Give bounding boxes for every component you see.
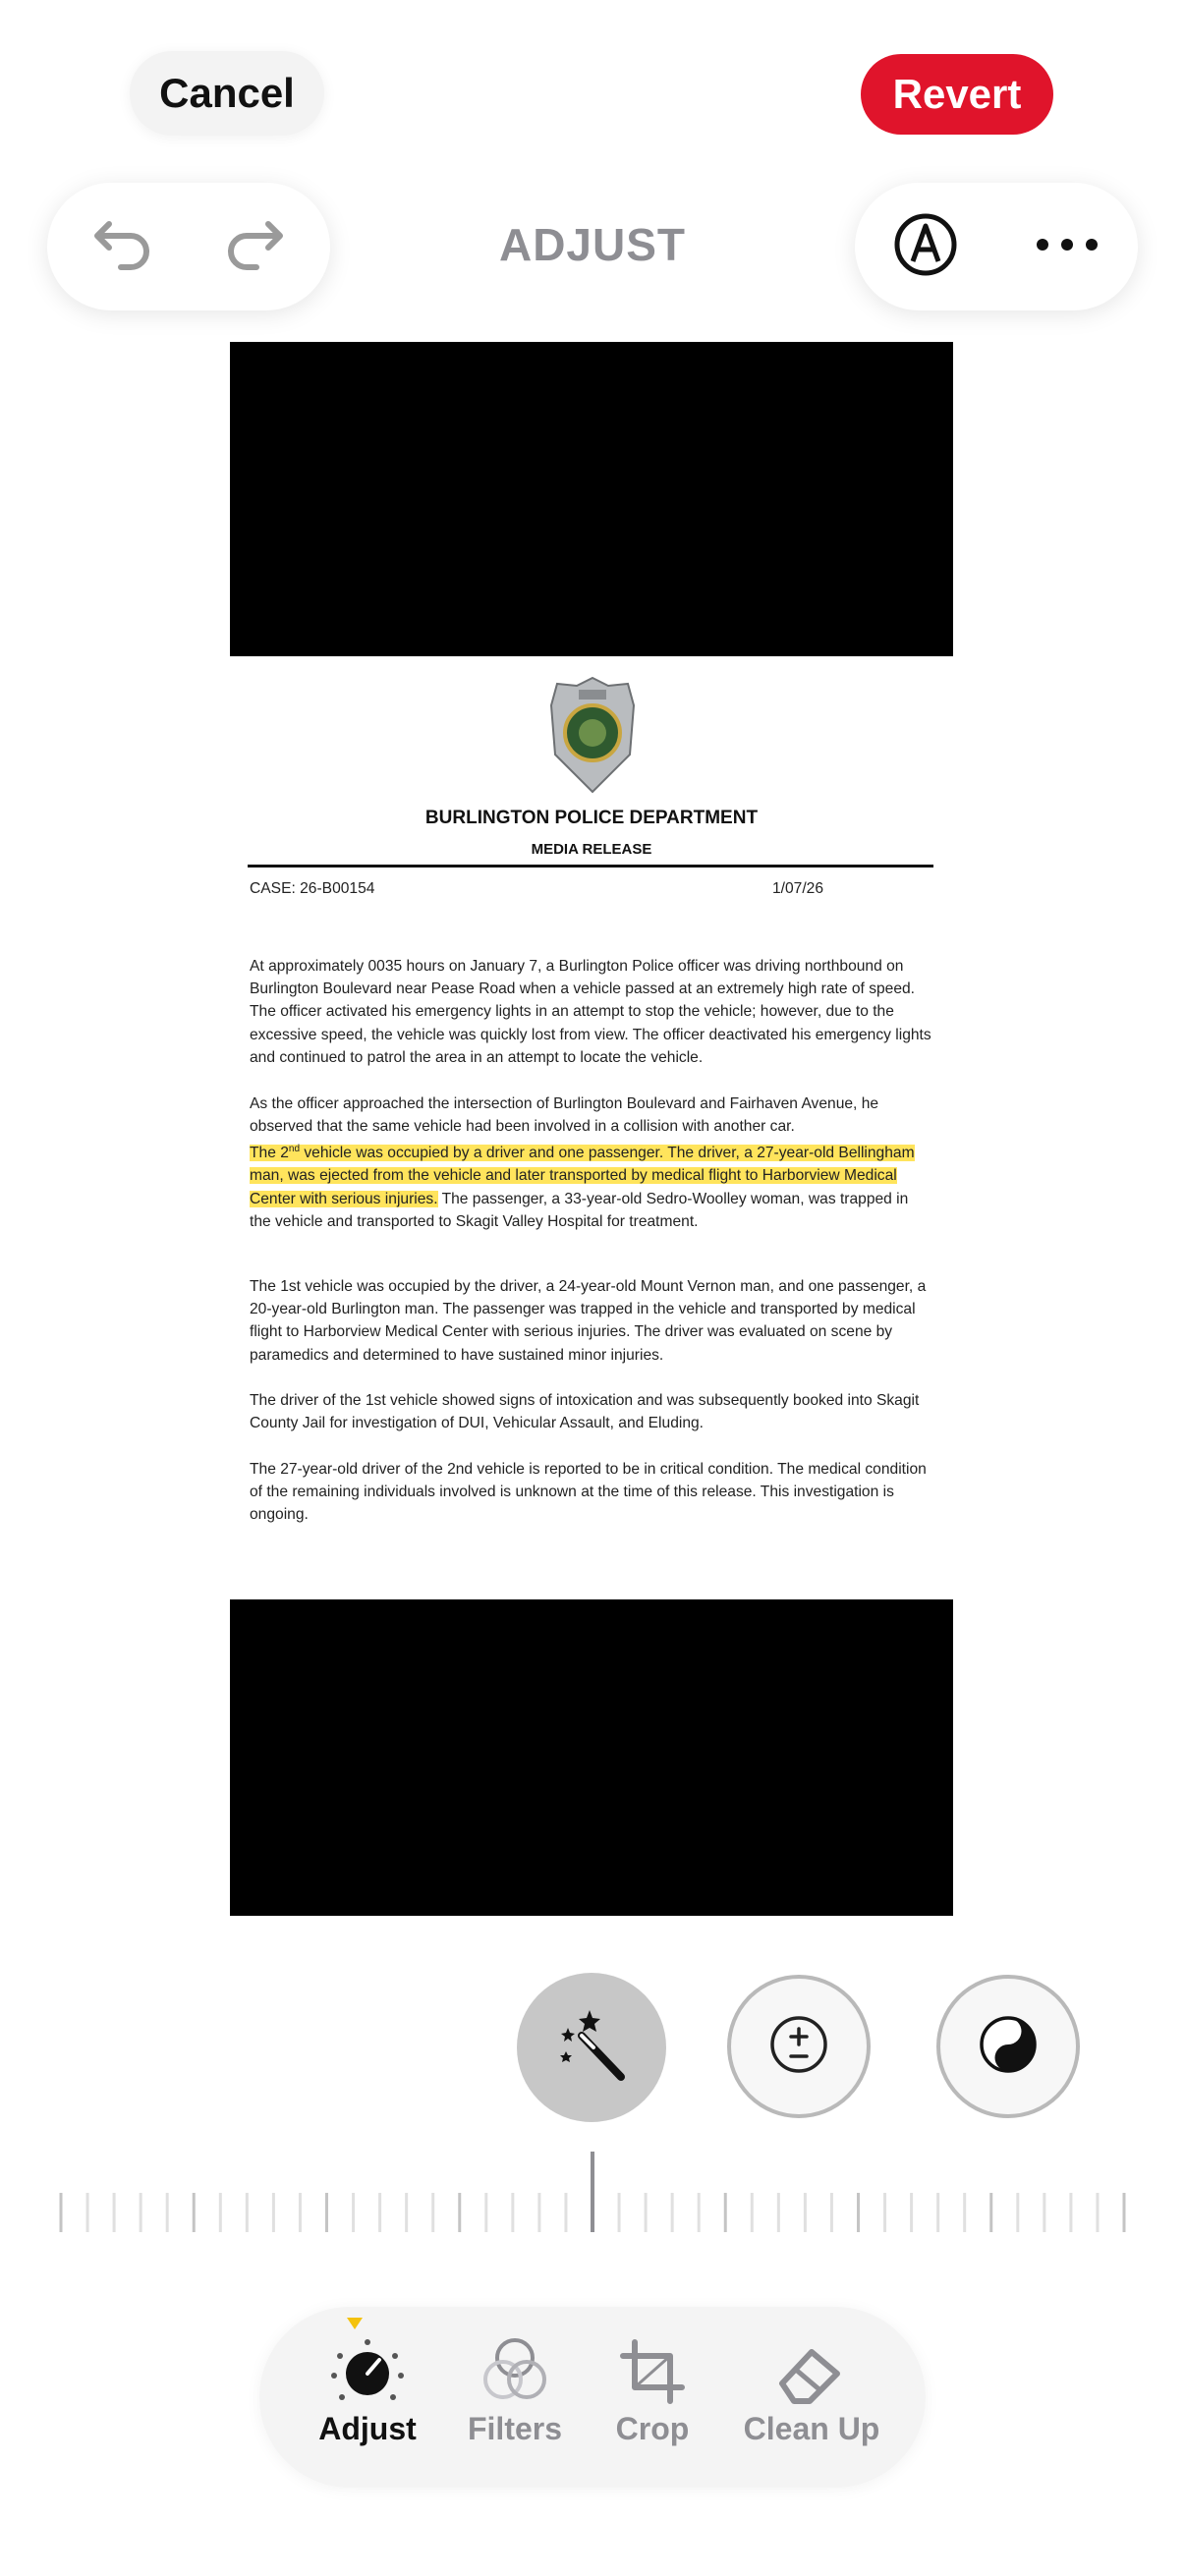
highlighted-text: The 2nd vehicle was occupied by a driver and one passenger. The driver, a 27-year-old Bellingham man, was ejected from the vehicle and later transported by medical flight to Harborview Medical Center with serious injuries. — [250, 1144, 915, 1207]
adjust-dial-icon — [328, 2336, 407, 2405]
tab-filters[interactable] — [446, 2307, 584, 2488]
case-number: CASE: 26-B00154 — [250, 880, 375, 897]
release-date: 1/07/26 — [772, 880, 824, 897]
brilliance-icon — [977, 2013, 1040, 2081]
exposure-button[interactable] — [727, 1975, 871, 2118]
adjustment-slider[interactable] — [57, 2152, 1128, 2240]
photo-canvas[interactable] — [230, 342, 953, 1916]
police-badge-icon — [549, 676, 636, 794]
document-image — [230, 656, 953, 1599]
exposure-icon — [767, 2013, 830, 2081]
paragraph-6: The 27-year-old driver of the 2nd vehicle is reported to be in critical condition. The medical condition of the remaining individuals involved is unknown at the time of this release. This investigation is ongoing. — [250, 1461, 927, 1524]
redo-icon[interactable] — [225, 210, 294, 284]
cancel-button[interactable]: Cancel — [130, 51, 324, 136]
auto-enhance-button[interactable] — [517, 1973, 666, 2122]
department-heading: BURLINGTON POLICE DEPARTMENT — [424, 808, 759, 828]
eraser-icon — [772, 2340, 851, 2405]
tab-adjust-label: Adjust — [318, 2411, 417, 2446]
brilliance-button[interactable] — [936, 1975, 1080, 2118]
crop-icon — [613, 2338, 692, 2405]
paragraph-1: At approximately 0035 hours on January 7, a Burlington Police officer was driving northbound on Burlington Boulevard near Pease Road when a vehicle passed at an extremely high rate of speed. The officer activated his emergency lights in an attempt to stop the vehicle; however, due to the excessive speed, the vehicle was quickly lost from view. The officer deactivated his emergency lights and continued to patrol the area in an attempt to locate the vehicle. — [250, 958, 931, 1066]
active-indicator-icon — [346, 2317, 364, 2330]
tab-filters-label: Filters — [467, 2411, 563, 2446]
tab-clean-up-label: Clean Up — [743, 2411, 880, 2446]
paragraph-4: The 1st vehicle was occupied by the driver, a 24-year-old Mount Vernon man, and one passenger, a 20-year-old Burlington man. The passenger was trapped in the vehicle and transported by medical flight to Harborview Medical Center with serious injuries. The driver was evaluated on scene by paramedics and determined to have sustained minor injuries. — [250, 1278, 927, 1364]
header-divider — [248, 865, 933, 868]
undo-icon[interactable] — [84, 210, 152, 284]
tab-clean-up[interactable] — [729, 2307, 894, 2488]
release-type: MEDIA RELEASE — [531, 841, 652, 858]
more-ellipsis-icon[interactable] — [1033, 235, 1101, 259]
edit-mode-tabbar — [259, 2307, 926, 2488]
paragraph-5: The driver of the 1st vehicle showed signs of intoxication and was subsequently booked into Skagit County Jail for investigation of DUI, Vehicular Assault, and Eluding. — [250, 1392, 920, 1432]
page-title: ADJUST — [498, 219, 687, 270]
filters-icon — [476, 2336, 554, 2405]
markup-pen-icon[interactable] — [891, 210, 960, 284]
revert-button[interactable]: Revert — [861, 54, 1053, 135]
markup-more-group — [855, 183, 1138, 310]
undo-redo-group — [47, 183, 330, 310]
slider-ticks — [57, 2152, 1128, 2240]
magic-wand-icon — [552, 2006, 631, 2090]
tab-crop-label: Crop — [615, 2411, 690, 2446]
tab-adjust[interactable] — [309, 2307, 426, 2488]
paragraph-3: The 2nd vehicle was occupied by a driver and one passenger. The driver, a 27-year-old Bellingham man, was ejected from the vehicle and later transported by medical flight to Harborview Medical Center with serious injuries. The passenger, a 33-year-old Sedro-Woolley woman, was trapped in the vehicle and transported to Skagit Valley Hospital for treatment. — [250, 1144, 915, 1230]
tab-crop[interactable] — [593, 2307, 711, 2488]
paragraph-2: As the officer approached the intersection of Burlington Boulevard and Fairhaven Avenue, he observed that the same vehicle had been involved in a collision with another car. — [250, 1095, 879, 1136]
